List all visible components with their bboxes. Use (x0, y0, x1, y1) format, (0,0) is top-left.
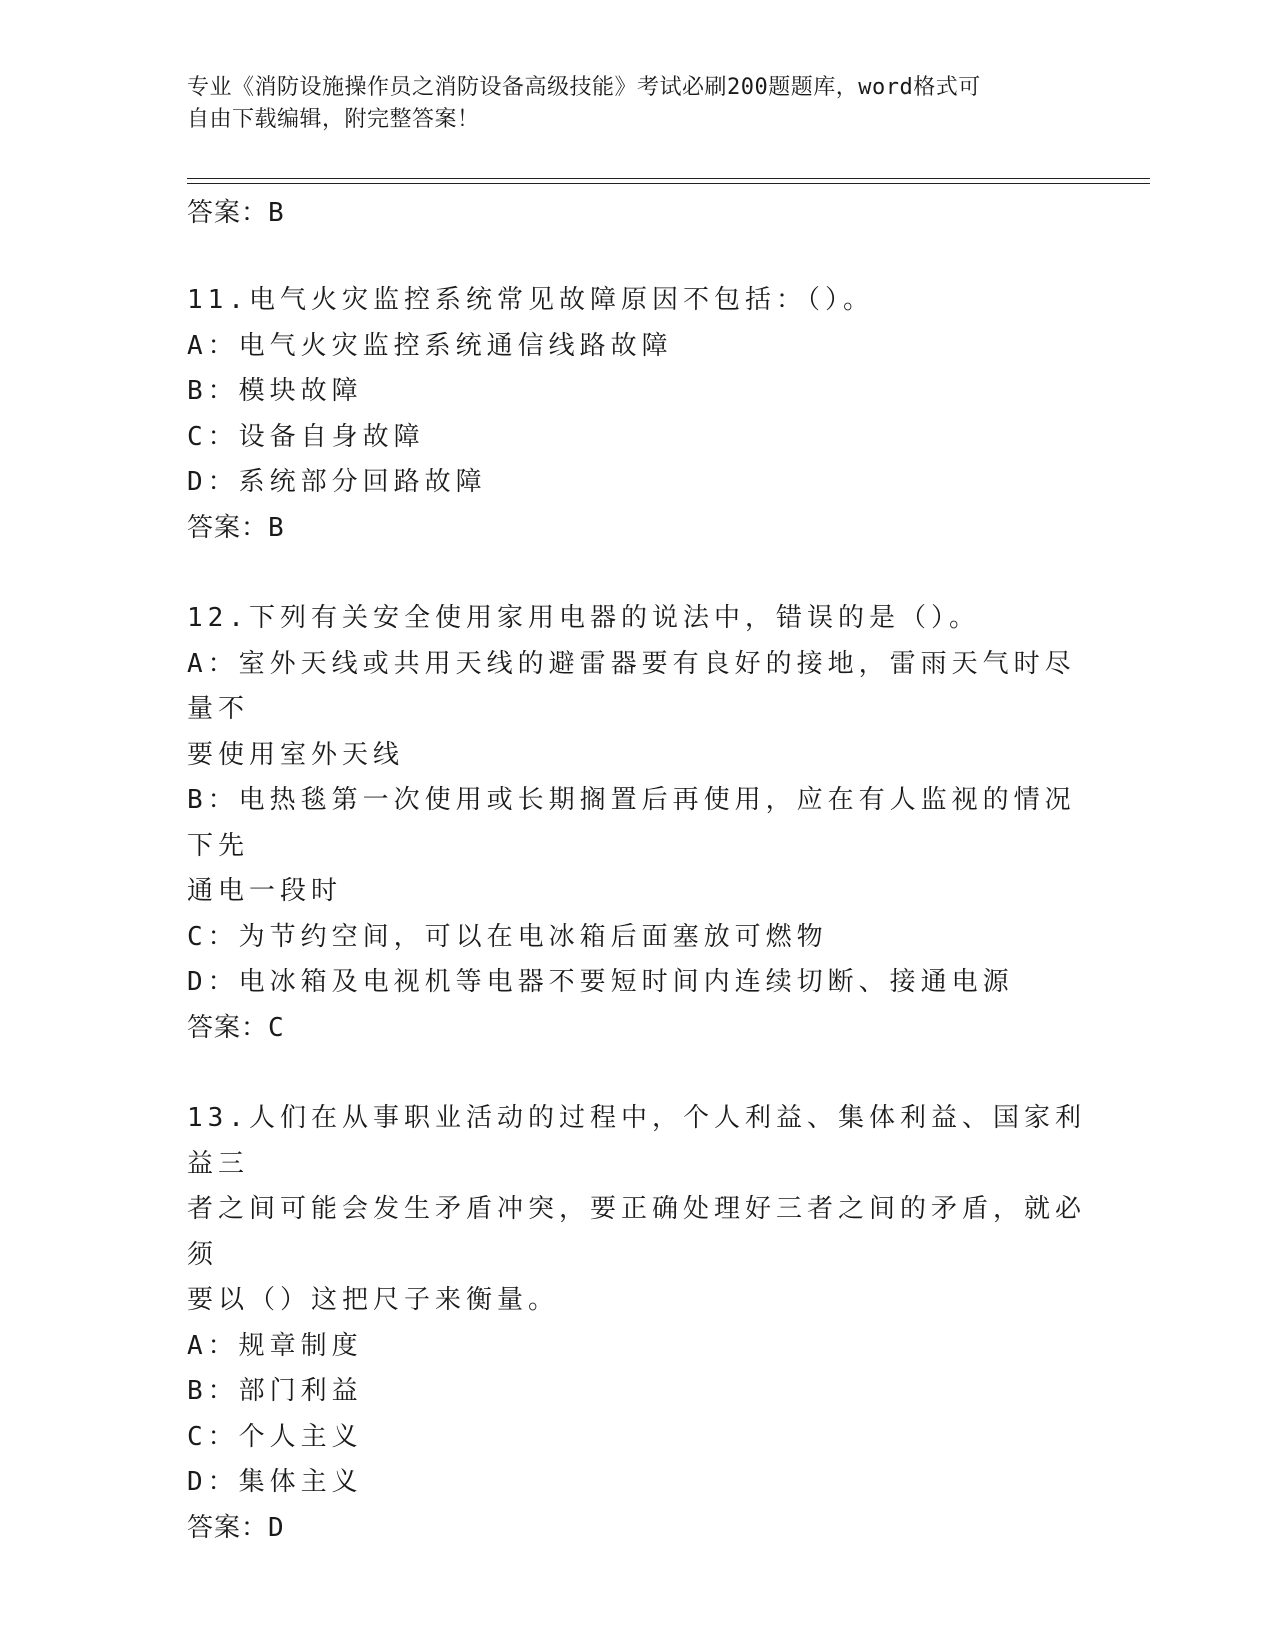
answer: 答案：C (187, 1012, 285, 1043)
question-stem: 12.下列有关安全使用家用电器的说法中，错误的是（）。 (187, 603, 980, 633)
header-line-1: 专业《消防设施操作员之消防设备高级技能》考试必刷200题题库，word格式可 (187, 75, 981, 100)
option-a: A：规章制度 (187, 1330, 363, 1361)
option-b: B：电热毯第一次使用或长期搁置后再使用，应在有人监视的情况下先 (187, 785, 1076, 861)
question-13 (187, 1096, 1087, 1551)
question-stem: 11.电气火灾监控系统常见故障原因不包括：（）。 (187, 285, 874, 315)
option-c: C：个人主义 (187, 1421, 363, 1452)
option-d: D：系统部分回路故障 (187, 467, 487, 497)
option-d: D：电冰箱及电视机等电器不要短时间内连续切断、接通电源 (187, 967, 1014, 997)
option-a: A：电气火灾监控系统通信线路故障 (187, 330, 673, 361)
header-rule-top (187, 178, 1150, 179)
previous-question-answer: 答案：B (187, 198, 285, 228)
question-12 (187, 596, 1087, 1051)
question-list (187, 278, 1087, 1596)
option-d: D：集体主义 (187, 1467, 363, 1497)
option-b: B：模块故障 (187, 376, 363, 406)
question-stem-continued: 要以（）这把尺子来衡量。 (187, 1285, 560, 1315)
document-header (187, 72, 1067, 136)
option-a-continued: 要使用室外天线 (187, 739, 405, 770)
option-a: A：室外天线或共用天线的避雷器要有良好的接地，雷雨天气时尽量不 (187, 648, 1076, 724)
option-c: C：为节约空间，可以在电冰箱后面塞放可燃物 (187, 921, 828, 952)
question-11 (187, 278, 1087, 551)
option-b: B：部门利益 (187, 1376, 363, 1406)
question-stem: 13.人们在从事职业活动的过程中，个人利益、集体利益、国家利益三 (187, 1103, 1086, 1179)
header-line-2: 自由下载编辑，附完整答案！ (187, 107, 480, 132)
header-rule-bottom (187, 183, 1150, 184)
answer: 答案：D (187, 1512, 285, 1543)
question-stem-continued: 者之间可能会发生矛盾冲突，要正确处理好三者之间的矛盾，就必须 (187, 1194, 1087, 1270)
option-c: C：设备自身故障 (187, 421, 425, 452)
answer: 答案：B (187, 512, 285, 543)
option-b-continued: 通电一段时 (187, 876, 343, 906)
